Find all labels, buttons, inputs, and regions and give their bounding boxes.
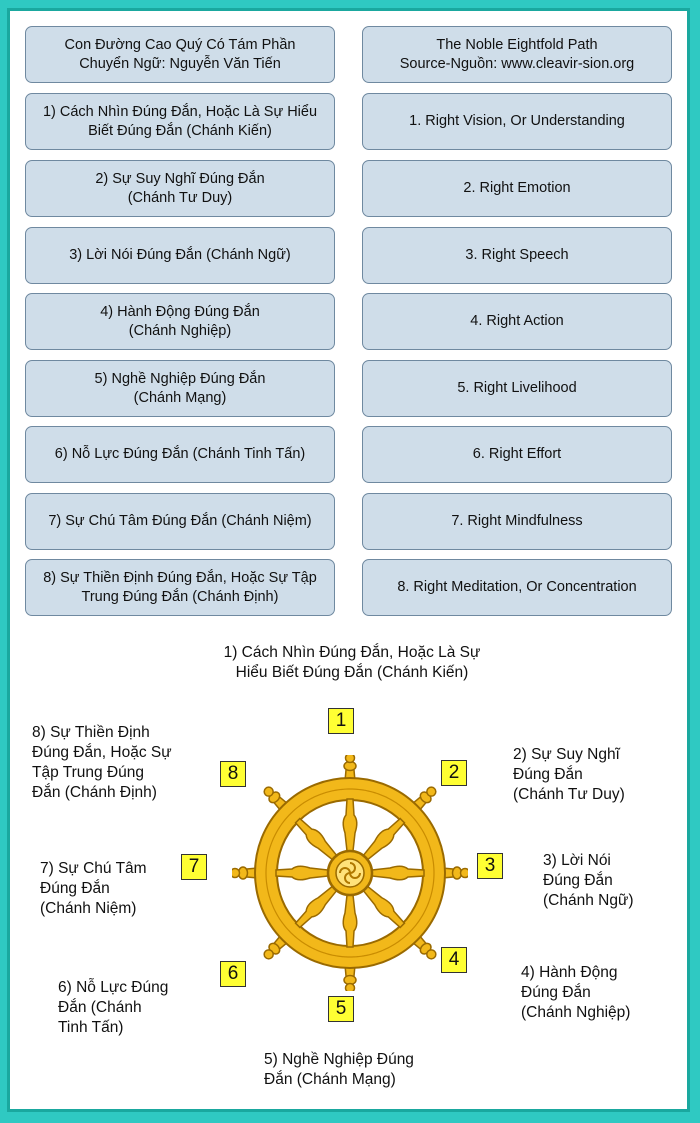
wheel-spoke xyxy=(276,866,328,880)
left-box-path-3: 3) Lời Nói Đúng Đắn (Chánh Ngữ) xyxy=(25,227,335,284)
left-box-path-2: 2) Sự Suy Nghĩ Đúng Đắn (Chánh Tư Duy) xyxy=(25,160,335,217)
right-box-path-7: 7. Right Mindfulness xyxy=(362,493,672,550)
number-badge-2: 2 xyxy=(441,760,467,786)
wheel-label-1: 1) Cách Nhìn Đúng Đắn, Hoặc Là Sự Hiểu Biết Đúng Đắn (Chánh Kiến) xyxy=(223,644,481,681)
wheel-spoke xyxy=(361,884,407,930)
wheel-label-8: 8) Sự Thiền Định Đúng Đắn, Hoặc Sự Tập Trung Đúng Đắn (Chánh Định) xyxy=(32,724,172,801)
number-badge-6: 6 xyxy=(220,961,246,987)
right-box-path-5: 5. Right Livelihood xyxy=(362,360,672,417)
right-box-path-2: 2. Right Emotion xyxy=(362,160,672,217)
right-box-path-8: 8. Right Meditation, Or Concentration xyxy=(362,559,672,616)
number-badge-3: 3 xyxy=(477,853,503,879)
poster-frame xyxy=(7,8,690,1112)
right-box-path-6: 6. Right Effort xyxy=(362,426,672,483)
wheel-label-4: 4) Hành Động Đúng Đắn (Chánh Nghiệp) xyxy=(521,964,631,1021)
left-box-path-1: 1) Cách Nhìn Đúng Đắn, Hoặc Là Sự Hiểu Biết Đúng Đắn (Chánh Kiến) xyxy=(25,93,335,150)
wheel-spoke xyxy=(361,816,407,862)
right-box-header: The Noble Eightfold Path Source-Nguồn: www.cleavir-sion.org xyxy=(362,26,672,83)
wheel-label-5: 5) Nghề Nghiệp Đúng Đắn (Chánh Mạng) xyxy=(264,1051,414,1088)
right-box-path-3: 3. Right Speech xyxy=(362,227,672,284)
wheel-spoke xyxy=(343,799,357,851)
left-box-path-4: 4) Hành Động Đúng Đắn (Chánh Nghiệp) xyxy=(25,293,335,350)
wheel-spoke xyxy=(372,866,424,880)
left-box-path-8: 8) Sự Thiền Định Đúng Đắn, Hoặc Sự Tập Trung Đúng Đắn (Chánh Định) xyxy=(25,559,335,616)
number-badge-1: 1 xyxy=(328,708,354,734)
number-badge-8: 8 xyxy=(220,761,246,787)
right-box-path-1: 1. Right Vision, Or Understanding xyxy=(362,93,672,150)
left-box-path-5: 5) Nghề Nghiệp Đúng Đắn (Chánh Mạng) xyxy=(25,360,335,417)
wheel-label-2: 2) Sự Suy Nghĩ Đúng Đắn (Chánh Tư Duy) xyxy=(513,746,625,803)
wheel-label-7: 7) Sự Chú Tâm Đúng Đắn (Chánh Niệm) xyxy=(40,860,147,917)
number-badge-5: 5 xyxy=(328,996,354,1022)
wheel-spoke xyxy=(293,816,339,862)
left-box-path-6: 6) Nỗ Lực Đúng Đắn (Chánh Tinh Tấn) xyxy=(25,426,335,483)
dharma-wheel-icon xyxy=(232,755,468,991)
right-box-path-4: 4. Right Action xyxy=(362,293,672,350)
wheel-label-3: 3) Lời Nói Đúng Đắn (Chánh Ngữ) xyxy=(543,852,634,909)
wheel-spoke xyxy=(343,895,357,947)
wheel-spoke xyxy=(293,884,339,930)
number-badge-7: 7 xyxy=(181,854,207,880)
left-box-header: Con Đường Cao Quý Có Tám Phần Chuyển Ngữ: Nguyễn Văn Tiến xyxy=(25,26,335,83)
left-box-path-7: 7) Sự Chú Tâm Đúng Đắn (Chánh Niệm) xyxy=(25,493,335,550)
number-badge-4: 4 xyxy=(441,947,467,973)
wheel-label-6: 6) Nỗ Lực Đúng Đắn (Chánh Tinh Tấn) xyxy=(58,979,169,1036)
